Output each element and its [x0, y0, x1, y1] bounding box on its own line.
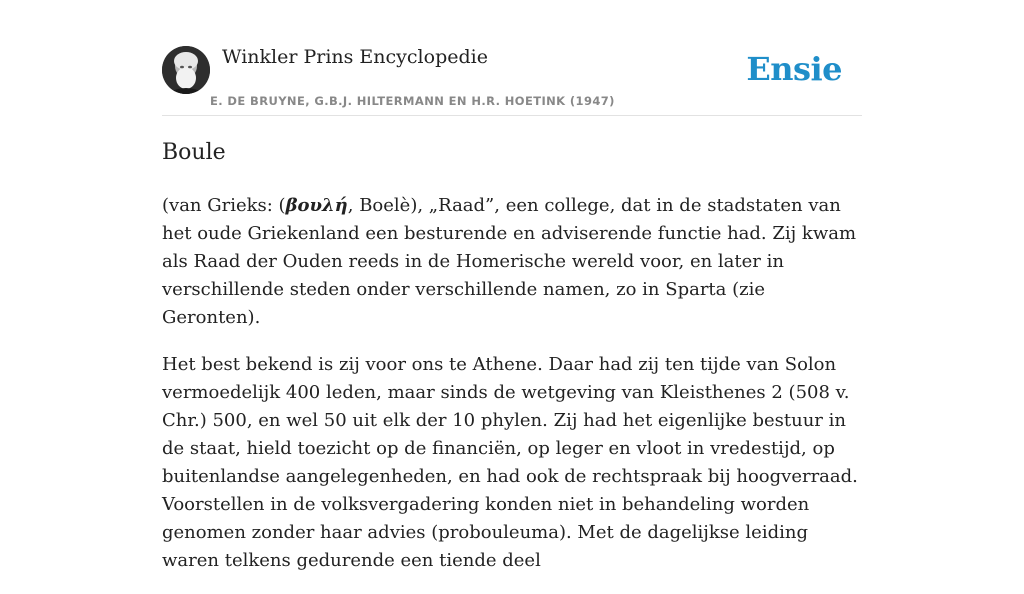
- paragraph-1-intro: (van Grieks: (: [162, 195, 286, 216]
- article-title: Boule: [162, 140, 226, 165]
- paragraph-1-rest: , Boelè), „Raad”, een college, dat in de stadstaten van het oude Griekenland een besturende en adviserende functie had. Zij kwam als Raad der Ouden reeds in de Homerische wereld voor, en later in verschillende steden onder verschillende namen, zo in Sparta (zie Geronten).: [162, 195, 857, 328]
- paragraph-1: [162, 192, 866, 332]
- ensie-logo-link[interactable]: Ensie: [746, 50, 842, 88]
- site-title[interactable]: Winkler Prins Encyclopedie: [222, 46, 488, 68]
- authors-credit: E. DE BRUYNE, G.B.J. HILTERMANN EN H.R. HOETINK (1947): [210, 94, 615, 108]
- article-body: [162, 192, 866, 594]
- paragraph-2: Het best bekend is zij voor ons te Athene. Daar had zij ten tijde van Solon vermoedelijk 400 leden, maar sinds de wetgeving van Kleisthenes 2 (508 v. Chr.) 500, en wel 50 uit elk der 10 phylen. Zij had het eigenlijke bestuur in de staat, hield toezicht op de financiën, op leger en vloot in vredestijd, op buitenlandse aangelegenheden, en had ook de rechtspraak bij hoogverraad. Voorstellen in de volksvergadering konden niet in behandeling worden genomen zonder haar advies (probouleuma). Met de dagelijkse leiding waren telkens gedurende een tiende deel: [162, 354, 858, 571]
- greek-term: βουλή: [285, 195, 348, 216]
- portrait-icon: [162, 46, 210, 94]
- author-avatar: [162, 46, 210, 94]
- site-header: [162, 40, 862, 116]
